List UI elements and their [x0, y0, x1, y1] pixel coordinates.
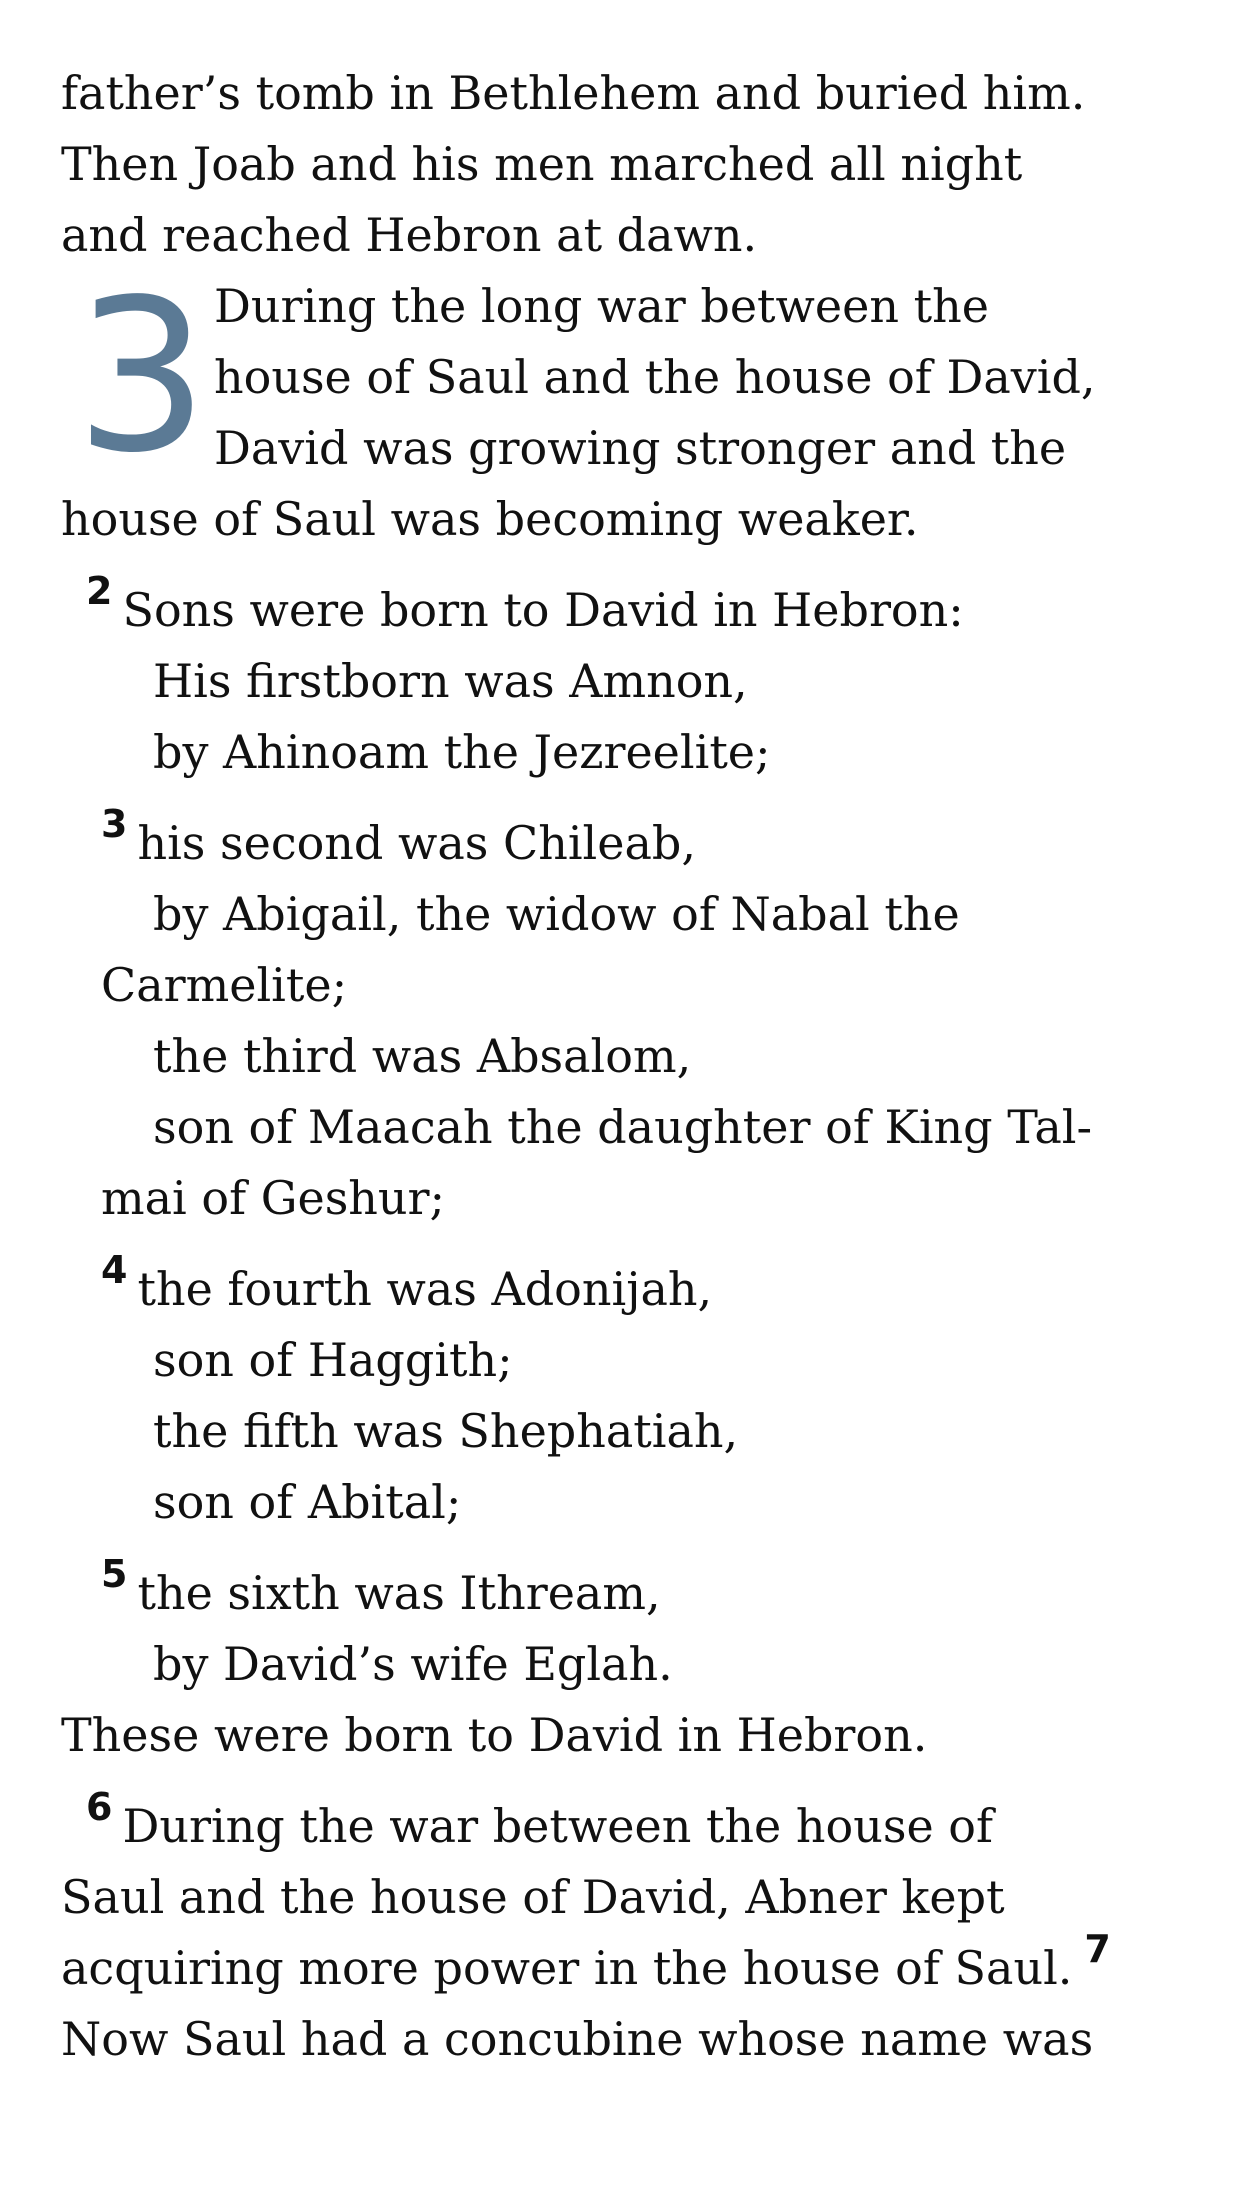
text-line: father’s tomb in Bethlehem and buried him.	[61, 66, 1086, 120]
text-line: and reached Hebron at dawn.	[61, 208, 758, 262]
text-line: These were born to David in Hebron.	[61, 1708, 928, 1762]
intro-paragraph	[61, 58, 1191, 271]
text-line: house of Saul was becoming weaker.	[61, 492, 919, 546]
text-line: son of Maacah the daughter of King Tal-	[153, 1100, 1093, 1154]
verse-text: the fourth was Adonijah,	[137, 1262, 713, 1316]
verse-line	[61, 569, 1191, 646]
verse-text: his second was Chileab,	[137, 816, 696, 870]
text-line: mai of Geshur;	[101, 1171, 446, 1225]
verse-line	[61, 1785, 1191, 1862]
chapter-number-drop-cap: 3	[75, 254, 209, 499]
text-line: house of Saul and the house of David,	[214, 350, 1096, 404]
verse-text: acquiring more power in the house of Saul.	[61, 1941, 1073, 1995]
chapter-3-opening	[61, 254, 1191, 555]
verse-line	[61, 802, 1191, 879]
verse-number: 7	[1084, 1927, 1111, 1971]
text-line: His firstborn was Amnon,	[153, 654, 748, 708]
verse-text: Sons were born to David in Hebron:	[122, 583, 964, 637]
text-line: son of Haggith;	[153, 1333, 513, 1387]
scripture-page	[61, 58, 1191, 2075]
text-line: by Ahinoam the Jezreelite;	[153, 725, 771, 779]
verse-2	[61, 569, 1191, 788]
verse-text: During the war between the house of	[122, 1799, 994, 1853]
verse-text: the sixth was Ithream,	[137, 1566, 661, 1620]
verse-line	[61, 1248, 1191, 1325]
text-line: the fifth was Shephatiah,	[153, 1404, 739, 1458]
text-line: Now Saul had a concubine whose name was	[61, 2012, 1094, 2066]
text-line: by Abigail, the widow of Nabal the	[153, 887, 960, 941]
text-line: Saul and the house of David, Abner kept	[61, 1870, 1005, 1924]
verse-7	[61, 2004, 1191, 2075]
text-line: the third was Absalom,	[153, 1029, 692, 1083]
text-line: Carmelite;	[101, 958, 348, 1012]
verse-4	[61, 1248, 1191, 1538]
verse-line	[61, 1927, 1191, 2004]
verse-6	[61, 1785, 1191, 2004]
verse-number: 2	[86, 569, 113, 613]
verse-5	[61, 1552, 1191, 1771]
text-line: Then Joab and his men marched all night	[61, 137, 1023, 191]
verse-number: 6	[86, 1785, 113, 1829]
verse-line	[61, 1552, 1191, 1629]
verse-3	[61, 802, 1191, 1234]
text-line: by David’s wife Eglah.	[153, 1637, 673, 1691]
text-line: During the long war between the	[214, 279, 989, 333]
verse-number: 3	[101, 802, 128, 846]
text-line: son of Abital;	[153, 1475, 462, 1529]
verse-number: 5	[101, 1552, 128, 1596]
verse-number: 4	[101, 1248, 128, 1292]
text-line: David was growing stronger and the	[214, 421, 1067, 475]
